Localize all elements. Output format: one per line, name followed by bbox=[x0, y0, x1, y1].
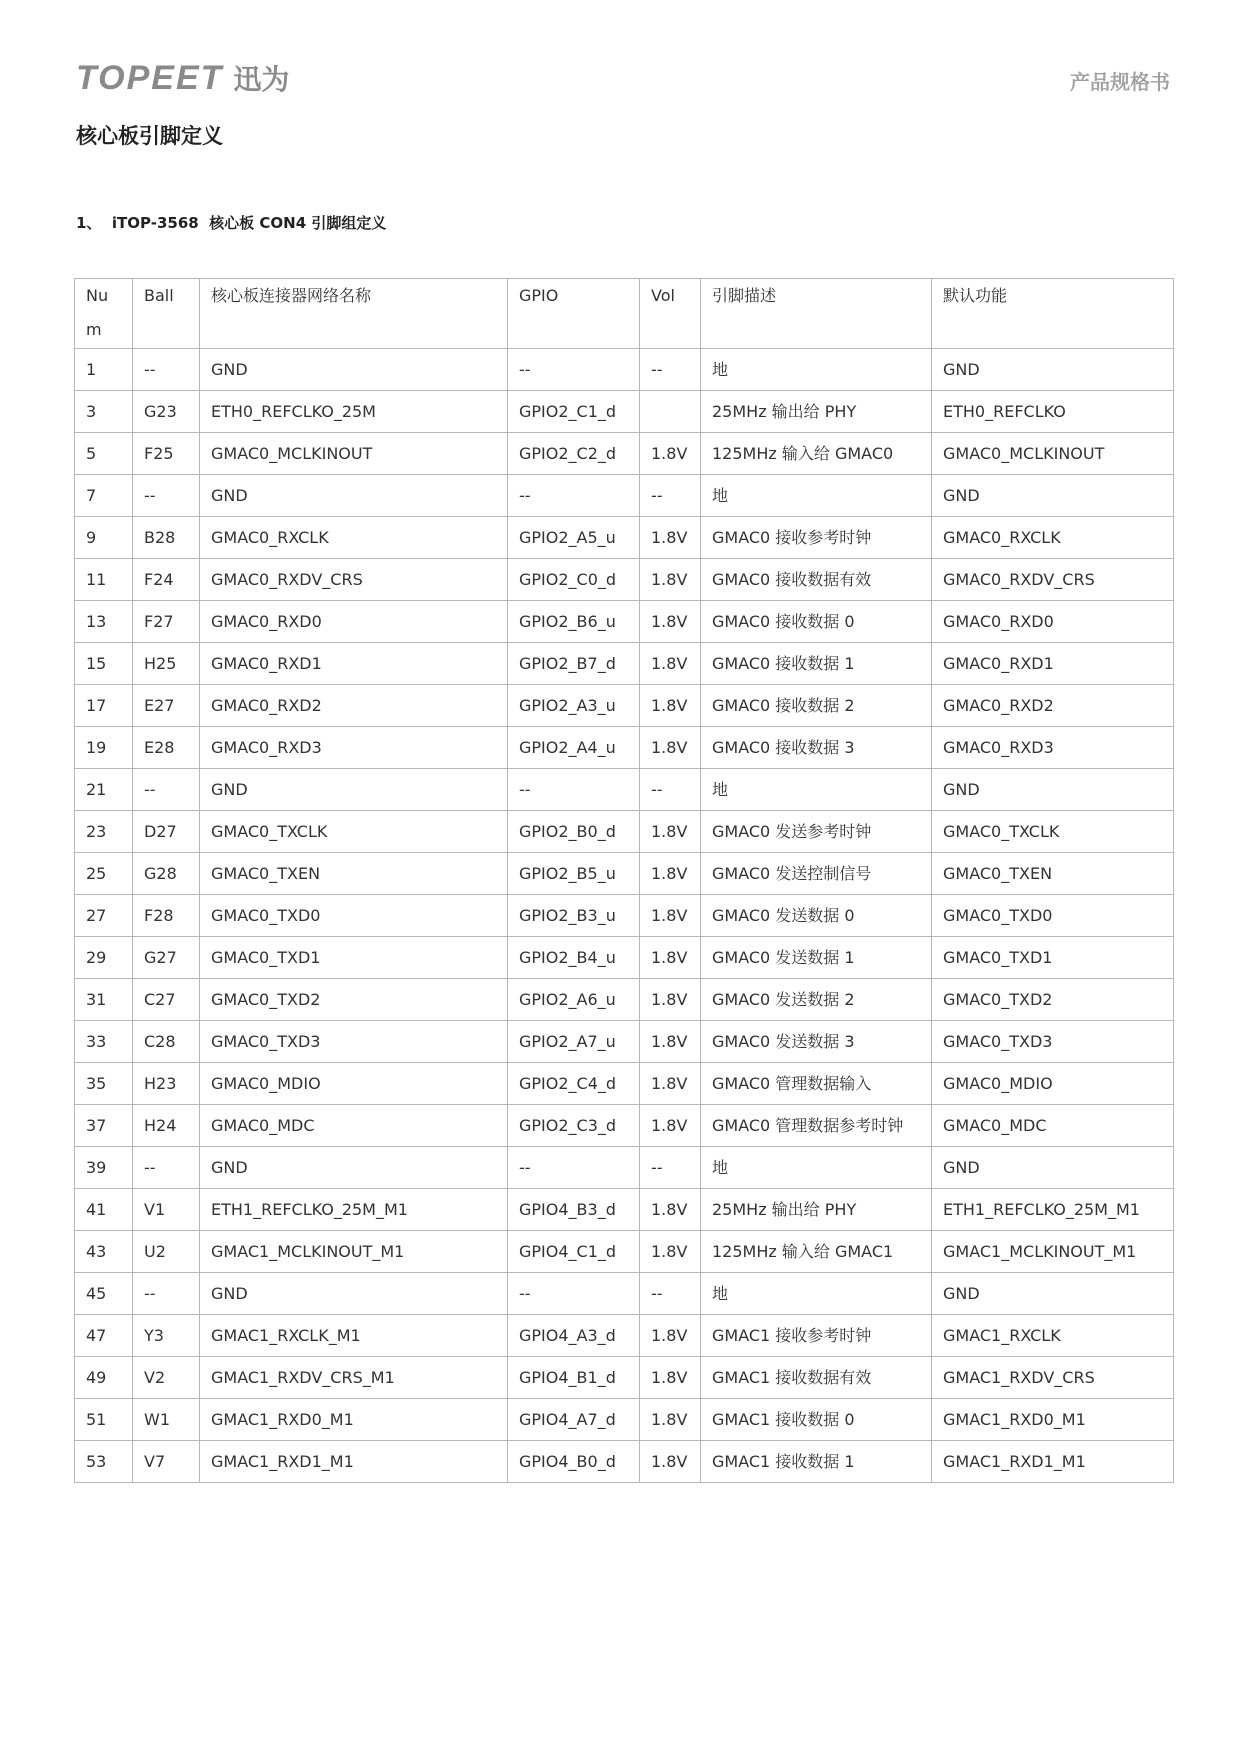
cell-ball: H23 bbox=[133, 1063, 200, 1105]
cell-pin-description: 地 bbox=[701, 1273, 932, 1315]
cell-net-name: GMAC1_MCLKINOUT_M1 bbox=[200, 1231, 508, 1273]
cell-net-name: GND bbox=[200, 475, 508, 517]
cell-num: 11 bbox=[75, 559, 133, 601]
cell-net-name: GMAC0_TXD1 bbox=[200, 937, 508, 979]
cell-default-function: GND bbox=[932, 1147, 1174, 1189]
cell-default-function: GMAC0_RXD0 bbox=[932, 601, 1174, 643]
cell-vol: 1.8V bbox=[640, 433, 701, 475]
cell-ball: E28 bbox=[133, 727, 200, 769]
cell-vol: 1.8V bbox=[640, 1063, 701, 1105]
table-row bbox=[75, 811, 1174, 853]
cell-default-function: GMAC0_TXD3 bbox=[932, 1021, 1174, 1063]
cell-num: 9 bbox=[75, 517, 133, 559]
cell-ball: G23 bbox=[133, 391, 200, 433]
cell-net-name: GMAC0_TXCLK bbox=[200, 811, 508, 853]
table-row bbox=[75, 517, 1174, 559]
cell-num: 35 bbox=[75, 1063, 133, 1105]
cell-pin-description: GMAC1 接收数据 1 bbox=[701, 1441, 932, 1483]
cell-ball: -- bbox=[133, 1147, 200, 1189]
cell-vol: 1.8V bbox=[640, 1399, 701, 1441]
cell-vol: 1.8V bbox=[640, 811, 701, 853]
cell-net-name: ETH1_REFCLKO_25M_M1 bbox=[200, 1189, 508, 1231]
cell-gpio: GPIO2_C2_d bbox=[508, 433, 640, 475]
cell-gpio: -- bbox=[508, 349, 640, 391]
table-row bbox=[75, 1357, 1174, 1399]
cell-ball: D27 bbox=[133, 811, 200, 853]
cell-gpio: GPIO2_C4_d bbox=[508, 1063, 640, 1105]
cell-gpio: -- bbox=[508, 475, 640, 517]
cell-ball: G27 bbox=[133, 937, 200, 979]
cell-default-function: GMAC0_TXD2 bbox=[932, 979, 1174, 1021]
table-row bbox=[75, 1441, 1174, 1483]
cell-pin-description: GMAC0 接收数据 1 bbox=[701, 643, 932, 685]
cell-vol: 1.8V bbox=[640, 1105, 701, 1147]
cell-net-name: GMAC1_RXD1_M1 bbox=[200, 1441, 508, 1483]
cell-net-name: GMAC0_MCLKINOUT bbox=[200, 433, 508, 475]
cell-net-name: GMAC1_RXD0_M1 bbox=[200, 1399, 508, 1441]
section-heading: 1、 iTOP-3568 核心板 CON4 引脚组定义 bbox=[76, 214, 387, 232]
logo-wordmark: TOPEET bbox=[76, 58, 224, 97]
cell-ball: W1 bbox=[133, 1399, 200, 1441]
table-row bbox=[75, 475, 1174, 517]
cell-pin-description: 地 bbox=[701, 1147, 932, 1189]
cell-ball: H25 bbox=[133, 643, 200, 685]
cell-ball: E27 bbox=[133, 685, 200, 727]
cell-num: 45 bbox=[75, 1273, 133, 1315]
cell-default-function: GMAC0_MDIO bbox=[932, 1063, 1174, 1105]
cell-num: 25 bbox=[75, 853, 133, 895]
table-row bbox=[75, 727, 1174, 769]
column-header-pin-description: 引脚描述 bbox=[701, 279, 932, 349]
company-logo bbox=[76, 58, 289, 98]
cell-default-function: GMAC0_TXCLK bbox=[932, 811, 1174, 853]
cell-gpio: GPIO2_A3_u bbox=[508, 685, 640, 727]
cell-num: 37 bbox=[75, 1105, 133, 1147]
table-row bbox=[75, 685, 1174, 727]
cell-default-function: GMAC1_RXD0_M1 bbox=[932, 1399, 1174, 1441]
table-row bbox=[75, 937, 1174, 979]
cell-default-function: GMAC0_MDC bbox=[932, 1105, 1174, 1147]
cell-gpio: GPIO4_A3_d bbox=[508, 1315, 640, 1357]
cell-default-function: GND bbox=[932, 1273, 1174, 1315]
table-row bbox=[75, 349, 1174, 391]
cell-num: 29 bbox=[75, 937, 133, 979]
cell-pin-description: 25MHz 输出给 PHY bbox=[701, 391, 932, 433]
cell-net-name: GMAC1_RXCLK_M1 bbox=[200, 1315, 508, 1357]
cell-pin-description: GMAC0 管理数据参考时钟 bbox=[701, 1105, 932, 1147]
cell-vol: 1.8V bbox=[640, 685, 701, 727]
cell-pin-description: GMAC0 管理数据输入 bbox=[701, 1063, 932, 1105]
table-row bbox=[75, 391, 1174, 433]
cell-num: 33 bbox=[75, 1021, 133, 1063]
cell-pin-description: 125MHz 输入给 GMAC1 bbox=[701, 1231, 932, 1273]
cell-vol: 1.8V bbox=[640, 1357, 701, 1399]
cell-pin-description: GMAC0 接收参考时钟 bbox=[701, 517, 932, 559]
cell-gpio: GPIO4_B3_d bbox=[508, 1189, 640, 1231]
cell-ball: -- bbox=[133, 1273, 200, 1315]
cell-gpio: GPIO2_B6_u bbox=[508, 601, 640, 643]
cell-num: 19 bbox=[75, 727, 133, 769]
cell-pin-description: 地 bbox=[701, 769, 932, 811]
cell-default-function: GMAC0_RXDV_CRS bbox=[932, 559, 1174, 601]
cell-net-name: GMAC0_TXEN bbox=[200, 853, 508, 895]
table-row bbox=[75, 643, 1174, 685]
cell-num: 13 bbox=[75, 601, 133, 643]
cell-pin-description: 25MHz 输出给 PHY bbox=[701, 1189, 932, 1231]
cell-ball: -- bbox=[133, 475, 200, 517]
cell-net-name: GMAC0_RXDV_CRS bbox=[200, 559, 508, 601]
table-row bbox=[75, 1399, 1174, 1441]
table-row bbox=[75, 1273, 1174, 1315]
column-header-default-function: 默认功能 bbox=[932, 279, 1174, 349]
table-body bbox=[75, 349, 1174, 1483]
cell-num: 51 bbox=[75, 1399, 133, 1441]
cell-vol: -- bbox=[640, 475, 701, 517]
cell-default-function: GMAC1_RXCLK bbox=[932, 1315, 1174, 1357]
column-header-net-name: 核心板连接器网络名称 bbox=[200, 279, 508, 349]
cell-ball: Y3 bbox=[133, 1315, 200, 1357]
cell-num: 3 bbox=[75, 391, 133, 433]
column-header-ball: Ball bbox=[133, 279, 200, 349]
cell-gpio: -- bbox=[508, 1273, 640, 1315]
cell-gpio: GPIO2_B0_d bbox=[508, 811, 640, 853]
cell-net-name: GND bbox=[200, 1273, 508, 1315]
cell-num: 27 bbox=[75, 895, 133, 937]
cell-num: 7 bbox=[75, 475, 133, 517]
cell-vol: 1.8V bbox=[640, 979, 701, 1021]
cell-ball: F28 bbox=[133, 895, 200, 937]
cell-default-function: GMAC0_TXD0 bbox=[932, 895, 1174, 937]
cell-ball: U2 bbox=[133, 1231, 200, 1273]
cell-pin-description: GMAC0 发送数据 3 bbox=[701, 1021, 932, 1063]
cell-default-function: GMAC0_RXD3 bbox=[932, 727, 1174, 769]
cell-gpio: GPIO4_B0_d bbox=[508, 1441, 640, 1483]
cell-gpio: GPIO2_A5_u bbox=[508, 517, 640, 559]
cell-gpio: GPIO4_B1_d bbox=[508, 1357, 640, 1399]
cell-vol: 1.8V bbox=[640, 517, 701, 559]
cell-gpio: GPIO2_C1_d bbox=[508, 391, 640, 433]
cell-pin-description: GMAC1 接收数据有效 bbox=[701, 1357, 932, 1399]
cell-ball: V7 bbox=[133, 1441, 200, 1483]
table-row bbox=[75, 1021, 1174, 1063]
cell-num: 39 bbox=[75, 1147, 133, 1189]
table-row bbox=[75, 1105, 1174, 1147]
cell-num: 21 bbox=[75, 769, 133, 811]
cell-default-function: GMAC0_RXCLK bbox=[932, 517, 1174, 559]
cell-vol: 1.8V bbox=[640, 937, 701, 979]
cell-net-name: GMAC0_MDC bbox=[200, 1105, 508, 1147]
cell-vol: -- bbox=[640, 1273, 701, 1315]
cell-vol: 1.8V bbox=[640, 727, 701, 769]
cell-ball: V2 bbox=[133, 1357, 200, 1399]
table-row bbox=[75, 1231, 1174, 1273]
document-type-label: 产品规格书 bbox=[1070, 70, 1170, 94]
cell-ball: F27 bbox=[133, 601, 200, 643]
cell-default-function: GMAC0_RXD1 bbox=[932, 643, 1174, 685]
cell-default-function: GND bbox=[932, 349, 1174, 391]
cell-pin-description: 地 bbox=[701, 349, 932, 391]
cell-num: 15 bbox=[75, 643, 133, 685]
cell-gpio: GPIO2_C0_d bbox=[508, 559, 640, 601]
cell-num: 47 bbox=[75, 1315, 133, 1357]
cell-pin-description: GMAC0 接收数据有效 bbox=[701, 559, 932, 601]
cell-num: 49 bbox=[75, 1357, 133, 1399]
cell-net-name: GMAC0_RXD1 bbox=[200, 643, 508, 685]
cell-net-name: GMAC0_RXD0 bbox=[200, 601, 508, 643]
cell-default-function: GMAC0_TXEN bbox=[932, 853, 1174, 895]
cell-gpio: GPIO4_C1_d bbox=[508, 1231, 640, 1273]
table-row bbox=[75, 895, 1174, 937]
cell-vol: 1.8V bbox=[640, 895, 701, 937]
cell-vol: 1.8V bbox=[640, 853, 701, 895]
cell-gpio: GPIO2_A6_u bbox=[508, 979, 640, 1021]
cell-net-name: GMAC0_RXCLK bbox=[200, 517, 508, 559]
cell-num: 5 bbox=[75, 433, 133, 475]
cell-default-function: GMAC0_MCLKINOUT bbox=[932, 433, 1174, 475]
table-row bbox=[75, 1147, 1174, 1189]
cell-vol: -- bbox=[640, 769, 701, 811]
cell-gpio: GPIO2_B4_u bbox=[508, 937, 640, 979]
cell-default-function: GND bbox=[932, 769, 1174, 811]
cell-vol: 1.8V bbox=[640, 643, 701, 685]
table-row bbox=[75, 1063, 1174, 1105]
cell-ball: C27 bbox=[133, 979, 200, 1021]
cell-net-name: GMAC0_RXD2 bbox=[200, 685, 508, 727]
cell-ball: -- bbox=[133, 349, 200, 391]
cell-pin-description: GMAC1 接收数据 0 bbox=[701, 1399, 932, 1441]
table-row bbox=[75, 853, 1174, 895]
cell-default-function: GMAC1_RXDV_CRS bbox=[932, 1357, 1174, 1399]
cell-default-function: GMAC0_TXD1 bbox=[932, 937, 1174, 979]
cell-pin-description: GMAC0 接收数据 2 bbox=[701, 685, 932, 727]
cell-ball: G28 bbox=[133, 853, 200, 895]
cell-vol: 1.8V bbox=[640, 559, 701, 601]
cell-vol: 1.8V bbox=[640, 1021, 701, 1063]
cell-net-name: ETH0_REFCLKO_25M bbox=[200, 391, 508, 433]
cell-default-function: GMAC0_RXD2 bbox=[932, 685, 1174, 727]
cell-default-function: GMAC1_MCLKINOUT_M1 bbox=[932, 1231, 1174, 1273]
cell-gpio: GPIO2_A7_u bbox=[508, 1021, 640, 1063]
table-row bbox=[75, 769, 1174, 811]
table-header-row bbox=[75, 279, 1174, 349]
cell-default-function: GMAC1_RXD1_M1 bbox=[932, 1441, 1174, 1483]
cell-gpio: GPIO2_A4_u bbox=[508, 727, 640, 769]
cell-pin-description: GMAC0 发送控制信号 bbox=[701, 853, 932, 895]
table-row bbox=[75, 1315, 1174, 1357]
cell-pin-description: GMAC0 发送数据 1 bbox=[701, 937, 932, 979]
pin-definition-table bbox=[74, 278, 1174, 1483]
cell-default-function: GND bbox=[932, 475, 1174, 517]
table-row bbox=[75, 979, 1174, 1021]
table-row bbox=[75, 559, 1174, 601]
cell-num: 31 bbox=[75, 979, 133, 1021]
cell-gpio: GPIO2_B3_u bbox=[508, 895, 640, 937]
column-header-gpio: GPIO bbox=[508, 279, 640, 349]
column-header-num bbox=[75, 279, 133, 349]
cell-num: 1 bbox=[75, 349, 133, 391]
cell-default-function: ETH0_REFCLKO bbox=[932, 391, 1174, 433]
cell-ball: H24 bbox=[133, 1105, 200, 1147]
page-header bbox=[76, 58, 1170, 98]
table-row bbox=[75, 433, 1174, 475]
cell-default-function: ETH1_REFCLKO_25M_M1 bbox=[932, 1189, 1174, 1231]
column-header-num-label: Num bbox=[86, 286, 109, 339]
cell-net-name: GND bbox=[200, 1147, 508, 1189]
logo-chinese-name: 迅为 bbox=[233, 63, 290, 96]
cell-ball: C28 bbox=[133, 1021, 200, 1063]
cell-ball: F24 bbox=[133, 559, 200, 601]
cell-pin-description: GMAC0 接收数据 3 bbox=[701, 727, 932, 769]
cell-num: 53 bbox=[75, 1441, 133, 1483]
cell-pin-description: 125MHz 输入给 GMAC0 bbox=[701, 433, 932, 475]
cell-vol: 1.8V bbox=[640, 1315, 701, 1357]
cell-vol: 1.8V bbox=[640, 601, 701, 643]
cell-ball: F25 bbox=[133, 433, 200, 475]
cell-net-name: GND bbox=[200, 769, 508, 811]
cell-gpio: GPIO2_B5_u bbox=[508, 853, 640, 895]
cell-net-name: GMAC0_MDIO bbox=[200, 1063, 508, 1105]
cell-gpio: GPIO4_A7_d bbox=[508, 1399, 640, 1441]
cell-vol: -- bbox=[640, 349, 701, 391]
cell-gpio: -- bbox=[508, 769, 640, 811]
cell-net-name: GMAC0_TXD3 bbox=[200, 1021, 508, 1063]
cell-pin-description: 地 bbox=[701, 475, 932, 517]
cell-num: 43 bbox=[75, 1231, 133, 1273]
cell-ball: B28 bbox=[133, 517, 200, 559]
cell-vol: 1.8V bbox=[640, 1441, 701, 1483]
cell-pin-description: GMAC1 接收参考时钟 bbox=[701, 1315, 932, 1357]
cell-pin-description: GMAC0 接收数据 0 bbox=[701, 601, 932, 643]
cell-pin-description: GMAC0 发送数据 2 bbox=[701, 979, 932, 1021]
cell-gpio: GPIO2_B7_d bbox=[508, 643, 640, 685]
cell-net-name: GND bbox=[200, 349, 508, 391]
cell-ball: -- bbox=[133, 769, 200, 811]
cell-pin-description: GMAC0 发送参考时钟 bbox=[701, 811, 932, 853]
cell-net-name: GMAC0_TXD0 bbox=[200, 895, 508, 937]
cell-gpio: GPIO2_C3_d bbox=[508, 1105, 640, 1147]
cell-vol: 1.8V bbox=[640, 1231, 701, 1273]
cell-vol: -- bbox=[640, 1147, 701, 1189]
page-title: 核心板引脚定义 bbox=[76, 124, 223, 148]
table-row bbox=[75, 1189, 1174, 1231]
cell-gpio: -- bbox=[508, 1147, 640, 1189]
cell-net-name: GMAC0_RXD3 bbox=[200, 727, 508, 769]
table-row bbox=[75, 601, 1174, 643]
cell-num: 41 bbox=[75, 1189, 133, 1231]
cell-ball: V1 bbox=[133, 1189, 200, 1231]
cell-num: 23 bbox=[75, 811, 133, 853]
cell-num: 17 bbox=[75, 685, 133, 727]
cell-vol: 1.8V bbox=[640, 1189, 701, 1231]
column-header-vol: Vol bbox=[640, 279, 701, 349]
cell-vol bbox=[640, 391, 701, 433]
cell-net-name: GMAC0_TXD2 bbox=[200, 979, 508, 1021]
cell-net-name: GMAC1_RXDV_CRS_M1 bbox=[200, 1357, 508, 1399]
cell-pin-description: GMAC0 发送数据 0 bbox=[701, 895, 932, 937]
